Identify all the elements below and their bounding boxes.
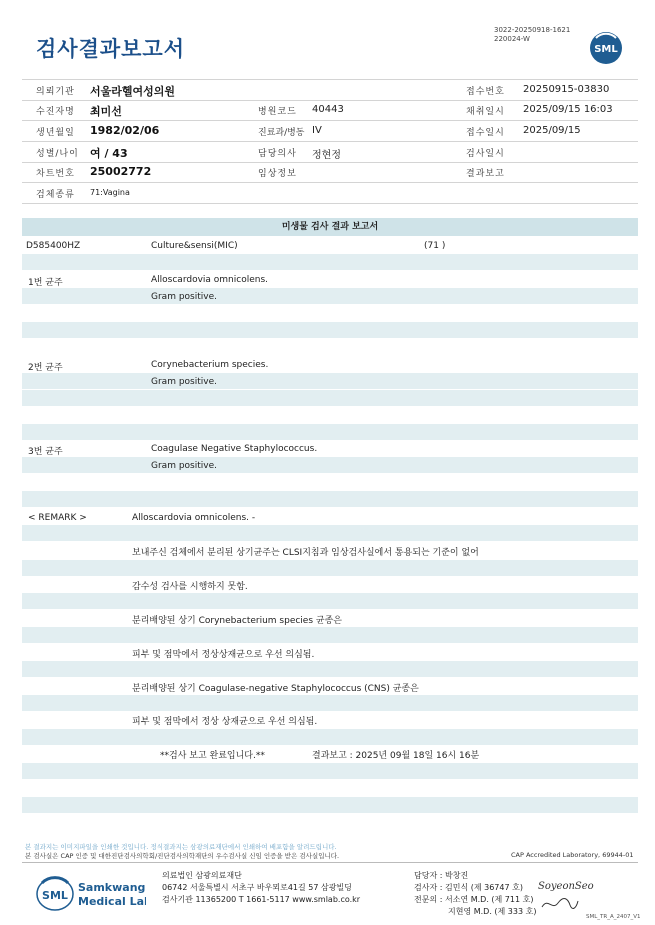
- remark-line: 감수성 검사를 시행하지 못함.: [132, 582, 248, 592]
- label-doctor: 담당의사: [258, 149, 297, 159]
- value-requester: 서울라헬여성의원: [90, 85, 176, 98]
- logo-name-2: Medical Lab: [78, 895, 146, 908]
- label-hospital-code: 병원코드: [258, 107, 297, 117]
- isolate-gram: Gram positive.: [151, 461, 217, 471]
- isolate-organism: Corynebacterium species.: [151, 360, 269, 370]
- isolate-label: 3번 균주: [28, 447, 63, 457]
- label-receipt-no: 접수번호: [466, 87, 505, 97]
- label-clinical-info: 임상정보: [258, 169, 297, 179]
- isolate-gram: Gram positive.: [151, 377, 217, 387]
- sml-logo: [588, 30, 624, 66]
- test-number: (71 ): [424, 241, 446, 251]
- report-complete: **검사 보고 완료입니다.**: [160, 751, 265, 761]
- signature-examiner: SoyeonSeo: [538, 881, 594, 892]
- label-birthdate: 생년월일: [36, 128, 75, 138]
- label-specimen: 검체종류: [36, 190, 75, 200]
- signature-specialist: [540, 895, 580, 917]
- divider: [22, 120, 638, 121]
- value-doctor: 정현정: [312, 150, 341, 161]
- remark-line: 분리배양된 상기 Corynebacterium species 균종은: [132, 616, 342, 626]
- specialist-value-2: 지현영 M.D. (제 333 호): [448, 907, 537, 916]
- label-receipt-date: 접수일시: [466, 128, 505, 138]
- remark-line: 보내주신 검체에서 분리된 상기균주는 CLSI지침과 임상검사실에서 통용되는 기준이 없어: [132, 548, 479, 558]
- remark-line: 분리배양된 상기 Coagulase-negative Staphylococcus (CNS) 균종은: [132, 684, 419, 694]
- isolate-organism: Alloscardovia omnicolens.: [151, 275, 269, 285]
- form-code: SML_TR_A_2407_V1: [586, 914, 641, 920]
- signatories: [414, 870, 536, 918]
- divider: [22, 100, 638, 101]
- row-band: [22, 763, 638, 779]
- row-band: [22, 424, 638, 440]
- label-requester: 의뢰기관: [36, 87, 75, 97]
- document-id-line-2: 220024-W: [494, 35, 530, 43]
- test-name: Culture&sensi(MIC): [151, 241, 238, 251]
- section-title: 미생물 검사 결과 보고서: [22, 218, 638, 236]
- value-specimen: 71:Vagina: [90, 188, 130, 197]
- isolate-label: 2번 균주: [28, 363, 63, 373]
- divider: [22, 162, 638, 163]
- divider: [22, 79, 638, 80]
- isolate-label: 1번 균주: [28, 278, 63, 288]
- document-id: [494, 26, 570, 44]
- remark-line: 피부 및 점막에서 정상 상재균으로 우선 의심됨.: [132, 717, 318, 727]
- row-band: [22, 627, 638, 643]
- result-report-time: 결과보고 : 2025년 09월 18일 16시 16분: [312, 751, 480, 761]
- logo-name-1: Samkwang: [78, 881, 146, 894]
- value-department: IV: [312, 125, 322, 136]
- label-sex-age: 성별/나이: [36, 149, 79, 159]
- row-band: [22, 322, 638, 338]
- person-value: 박창진: [444, 871, 469, 880]
- remark-line: 피부 및 점막에서 정상상재균으로 우선 의심됨.: [132, 650, 315, 660]
- cap-accreditation: CAP Accredited Laboratory, 69944-01: [511, 851, 634, 859]
- specialist-label: 전문의 :: [414, 895, 443, 904]
- org-name: 의료법인 삼광의료재단: [162, 871, 242, 880]
- isolate-gram: Gram positive.: [151, 292, 217, 302]
- label-chart-no: 차트번호: [36, 169, 75, 179]
- divider: [22, 203, 638, 204]
- row-band: [22, 695, 638, 711]
- label-patient-name: 수진자명: [36, 107, 75, 117]
- label-department: 진료과/병동: [258, 128, 305, 138]
- row-band: [22, 254, 638, 270]
- specialist-value-1: 서소연 M.D. (제 711 호): [444, 895, 534, 904]
- accreditation-note: 본 검사실은 CAP 인증 및 대한진단검사의학회/진단검사의학재단의 우수검사실 신임 인증을 받은 검사실입니다.: [25, 852, 340, 860]
- row-band: [22, 373, 638, 389]
- value-sex-age: 여 / 43: [90, 147, 128, 160]
- divider: [22, 862, 638, 863]
- examiner-value: 김민식 (제 36747 호): [444, 883, 523, 892]
- page-title: 검사결과보고서: [36, 37, 186, 61]
- org-address: 06742 서울특별시 서초구 바우뫼로41길 57 삼광빌딩: [162, 883, 352, 892]
- logo-short: SML: [42, 889, 68, 902]
- row-band: [22, 661, 638, 677]
- person-label: 담당자 :: [414, 871, 443, 880]
- row-band: [22, 457, 638, 473]
- org-contact: 검사기관 11365200 T 1661-5117 www.smlab.co.kr: [162, 895, 361, 904]
- divider: [22, 141, 638, 142]
- isolate-organism: Coagulase Negative Staphylococcus.: [151, 444, 318, 454]
- value-patient-name: 최미선: [90, 105, 122, 118]
- row-band: [22, 797, 638, 813]
- row-band: [22, 288, 638, 304]
- divider: [22, 182, 638, 183]
- svg-text:SML: SML: [594, 44, 618, 55]
- label-test-date: 검사일시: [466, 149, 505, 159]
- value-collection-time: 2025/09/15 16:03: [523, 104, 613, 115]
- disclaimer: 본 결과지는 이미지파일을 인쇄한 것입니다. 정식결과지는 삼광의료재단에서 인쇄하여 배포함을 알려드립니다.: [25, 843, 337, 851]
- org-info: [162, 870, 360, 906]
- value-receipt-date: 2025/09/15: [523, 125, 581, 136]
- row-band: [22, 560, 638, 576]
- value-birthdate: 1982/02/06: [90, 124, 160, 137]
- value-chart-no: 25002772: [90, 165, 152, 178]
- test-code: D585400HZ: [26, 241, 81, 251]
- remark-head: Alloscardovia omnicolens. -: [132, 513, 256, 523]
- value-receipt-no: 20250915-03830: [523, 84, 610, 95]
- examiner-label: 검사자 :: [414, 883, 443, 892]
- row-band: [22, 593, 638, 609]
- samkwang-logo: [36, 874, 146, 918]
- row-band: [22, 525, 638, 541]
- label-collection-time: 채취일시: [466, 107, 505, 117]
- value-hospital-code: 40443: [312, 104, 344, 115]
- remark-label: < REMARK >: [28, 513, 87, 523]
- row-band: [22, 729, 638, 745]
- row-band: [22, 491, 638, 507]
- document-id-line-1: 3022-20250918-1621: [494, 26, 571, 34]
- row-band: [22, 390, 638, 406]
- label-result-report: 결과보고: [466, 169, 505, 179]
